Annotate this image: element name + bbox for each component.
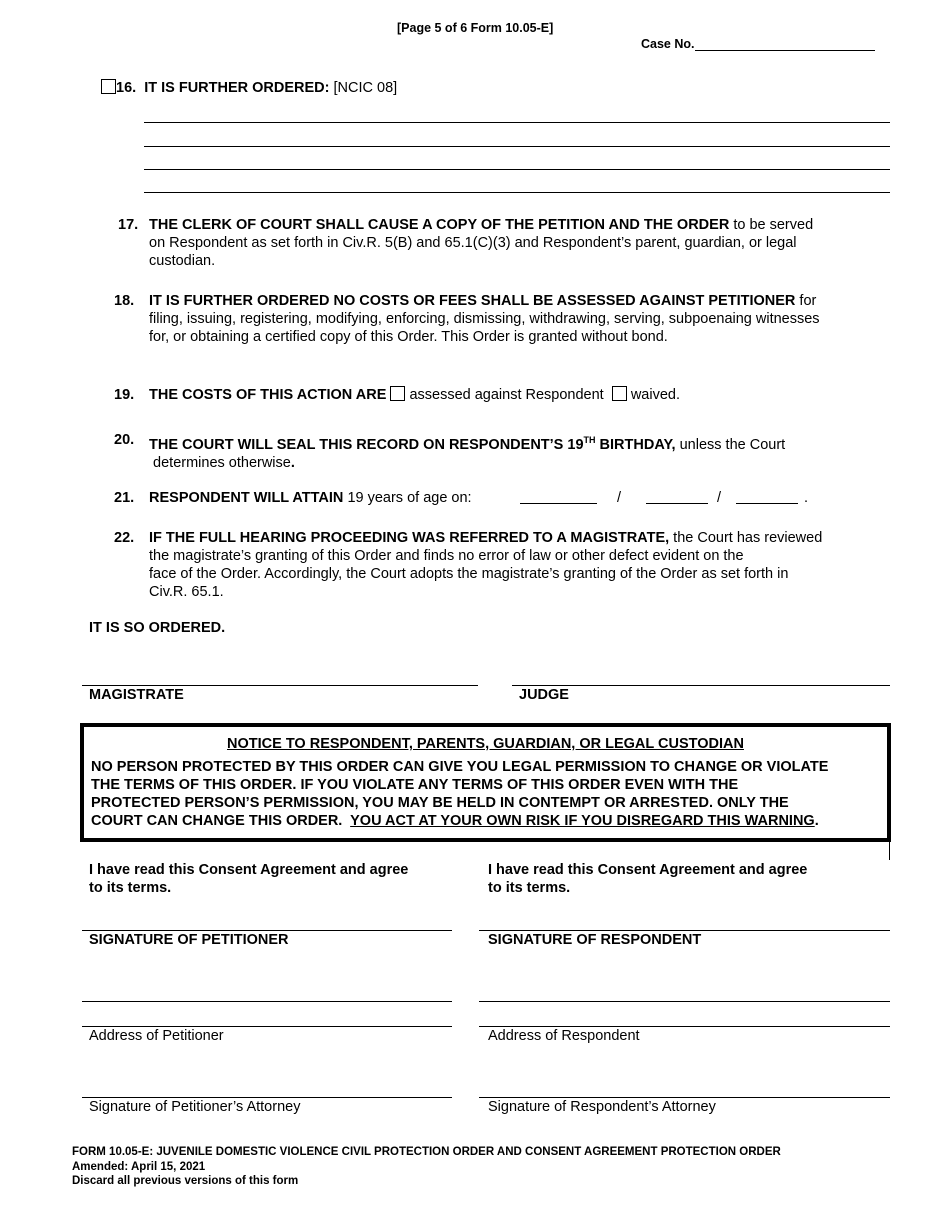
item-17-text [149,216,877,270]
item-21-text-1: 19 years of age on: [347,490,472,506]
item-22-line-4: Civ.R. 65.1. [149,584,224,600]
case-no-field[interactable] [695,36,875,51]
respondent-address-line-1[interactable] [479,1001,890,1002]
item-22-number: 22. [114,530,135,546]
item-16-heading: IT IS FURTHER ORDERED: [144,80,330,96]
judge-label: JUDGE [519,687,569,703]
item-19-checkbox-waived[interactable] [612,386,627,401]
item-17-line-3: custodian. [149,253,216,269]
footer-line-3: Discard all previous versions of this form [72,1175,299,1187]
item-16-line-2[interactable] [144,146,890,147]
item-18-number: 18. [114,293,135,309]
consent-left [89,861,408,897]
item-16-checkbox[interactable] [101,79,116,94]
respondent-attorney-label: Signature of Respondent’s Attorney [488,1099,716,1115]
notice-line-3: PROTECTED PERSON’S PERMISSION, YOU MAY BE HELD IN CONTEMPT OR ARRESTED. ONLY THE [91,795,789,811]
item-22-text [149,529,877,601]
page-label: [Page 5 of 6 Form 10.05-E] [397,21,554,35]
case-no-text: Case No. [641,37,695,51]
item-20-text-1: unless the Court [679,436,786,453]
case-no-label [641,36,875,51]
item-20-text [149,431,877,472]
item-16-tail: [NCIC 08] [333,80,398,96]
respondent-signature-line[interactable] [479,930,890,931]
item-18-text [149,292,877,346]
notice-line-2: THE TERMS OF THIS ORDER. IF YOU VIOLATE ANY TERMS OF THIS ORDER EVEN WITH THE [91,777,739,793]
item-21-end: . [804,490,809,506]
footer-line-2: Amended: April 15, 2021 [72,1160,206,1173]
item-18-text-1: for [799,293,817,309]
item-19-number: 19. [114,387,135,403]
footer-line-1: FORM 10.05-E: JUVENILE DOMESTIC VIOLENCE CIVIL PROTECTION ORDER AND CONSENT AGREEMENT PROTECTION ORDER [72,1146,781,1158]
consent-right-line-1: I have read this Consent Agreement and agree [488,862,808,878]
item-16 [101,79,397,97]
petitioner-signature-label: SIGNATURE OF PETITIONER [89,932,289,948]
item-16-line-4[interactable] [144,192,890,193]
date-separator-2: / [717,490,722,506]
item-16-number: 16. [116,80,137,96]
item-22-heading: IF THE FULL HEARING PROCEEDING WAS REFERRED TO A MAGISTRATE, [149,530,670,546]
magistrate-label: MAGISTRATE [89,687,184,703]
item-20-number: 20. [114,432,135,448]
petitioner-signature-line[interactable] [82,930,452,931]
item-17-number: 17. [118,217,139,233]
item-16-line-1[interactable] [144,122,890,123]
birthday-month-field[interactable] [520,489,597,504]
petitioner-attorney-line[interactable] [82,1097,452,1098]
petitioner-address-line-2[interactable] [82,1026,452,1027]
so-ordered: IT IS SO ORDERED. [89,620,226,636]
item-19-option-2: waived. [630,387,680,403]
notice-body [91,758,879,830]
notice-line-1: NO PERSON PROTECTED BY THIS ORDER CAN GIVE YOU LEGAL PERMISSION TO CHANGE OR VIOLATE [91,759,829,775]
item-17-line-2: on Respondent as set forth in Civ.R. 5(B) and 65.1(C)(3) and Respondent’s parent, guardian, or legal [149,235,797,251]
item-17-text-1: to be served [733,217,814,233]
form-footer [72,1145,781,1189]
respondent-attorney-line[interactable] [479,1097,890,1098]
item-20-line-2: determines otherwise [153,454,291,471]
item-19-checkbox-assessed[interactable] [390,386,405,401]
notice-warning: YOU ACT AT YOUR OWN RISK IF YOU DISREGARD THIS WARNING [350,813,815,829]
petitioner-attorney-label: Signature of Petitioner’s Attorney [89,1099,301,1115]
birthday-day-field[interactable] [646,489,708,504]
item-20-heading: THE COURT WILL SEAL THIS RECORD ON RESPONDENT’S 19 [149,436,584,453]
item-16-line-3[interactable] [144,169,890,170]
petitioner-address-label: Address of Petitioner [89,1028,224,1044]
item-20-superscript: TH [583,435,596,445]
item-17-heading: THE CLERK OF COURT SHALL CAUSE A COPY OF THE PETITION AND THE ORDER [149,217,730,233]
item-18-heading: IT IS FURTHER ORDERED NO COSTS OR FEES SHALL BE ASSESSED AGAINST PETITIONER [149,293,796,309]
item-22-line-3: face of the Order. Accordingly, the Court adopts the magistrate’s granting of the Order as set forth in [149,566,789,582]
item-18-line-2: filing, issuing, registering, modifying, enforcing, dismissing, withdrawing, serving, subpoenaing witnesses [149,311,820,327]
date-separator-1: / [617,490,622,506]
birthday-year-field[interactable] [736,489,798,504]
notice-box [80,723,891,842]
item-21-number: 21. [114,490,135,506]
item-21-heading: RESPONDENT WILL ATTAIN [149,490,344,506]
item-19-option-1: assessed against Respondent [409,387,604,403]
item-22-text-1: the Court has reviewed [673,530,823,546]
notice-period: . [814,813,819,829]
consent-left-line-2: to its terms. [89,880,172,896]
item-20-heading-end: BIRTHDAY, [599,436,676,453]
respondent-address-label: Address of Respondent [488,1028,640,1044]
judge-signature-line[interactable] [512,685,890,686]
notice-title: NOTICE TO RESPONDENT, PARENTS, GUARDIAN, OR LEGAL CUSTODIAN [227,736,744,752]
magistrate-signature-line[interactable] [82,685,478,686]
notice-line-4a: COURT CAN CHANGE THIS ORDER. [91,813,343,829]
petitioner-address-line-1[interactable] [82,1001,452,1002]
respondent-signature-label: SIGNATURE OF RESPONDENT [488,932,702,948]
item-20-period: . [290,454,295,471]
item-18-line-3: for, or obtaining a certified copy of this Order. This Order is granted without bond. [149,329,668,345]
consent-right [488,861,807,897]
item-22-line-2: the magistrate’s granting of this Order and finds no error of law or other defect evident on the [149,548,744,564]
consent-left-line-1: I have read this Consent Agreement and agree [89,862,409,878]
item-19-text [149,386,877,404]
respondent-address-line-2[interactable] [479,1026,890,1027]
notice-box-edge-mark [889,841,890,860]
item-19-heading: THE COSTS OF THIS ACTION ARE [149,387,387,403]
consent-right-line-2: to its terms. [488,880,571,896]
